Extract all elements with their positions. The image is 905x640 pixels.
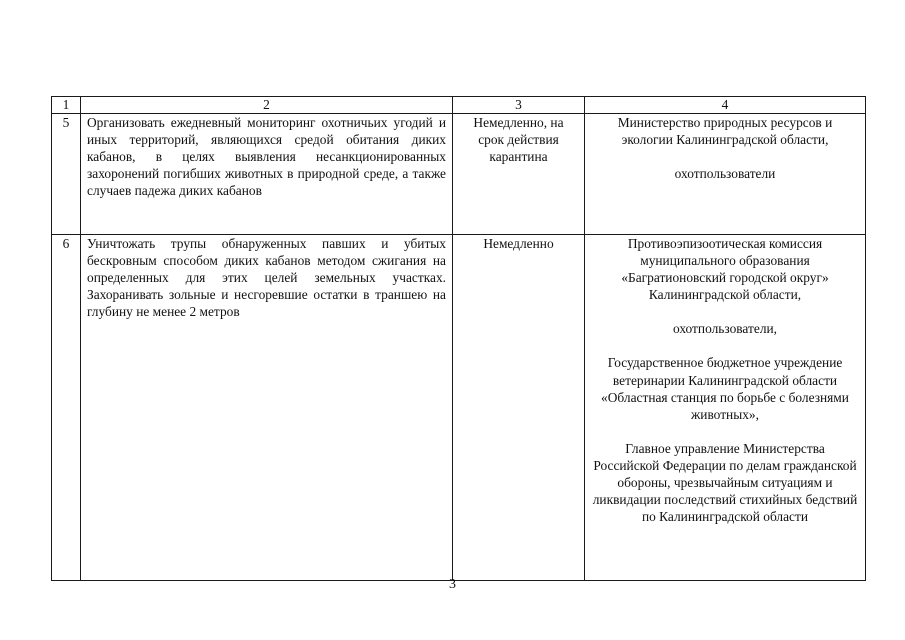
column-header-2: 2	[81, 97, 453, 114]
responsible-entry: Главное управление Министерства Российской Федерации по делам гражданской обороны, чрезвычайным ситуациям и ликвидации последствий стихийных бедствий по Калининградской области	[592, 440, 858, 525]
column-header-1: 1	[52, 97, 81, 114]
responsible-entry: Противоэпизоотическая комиссия муниципального образования «Багратионовский городской округ» Калининградской области,	[621, 236, 829, 303]
deadline: Немедленно	[453, 235, 585, 581]
responsible-entry: охотпользователи	[674, 166, 776, 182]
column-header-4: 4	[585, 97, 866, 114]
responsible-parties	[585, 235, 866, 581]
measures-table	[51, 96, 866, 581]
responsible-parties	[585, 114, 866, 235]
responsible-entry: Государственное бюджетное учреждение ветеринарии Калининградской области «Областная станция по борьбе с болезнями животных»,	[601, 355, 849, 422]
table-row	[52, 114, 866, 235]
column-header-3: 3	[453, 97, 585, 114]
table-row	[52, 235, 866, 581]
page-number: 3	[449, 577, 456, 592]
row-number: 5	[52, 114, 81, 235]
deadline: Немедленно, на срок действия карантина	[453, 114, 585, 235]
responsible-entry: охотпользователи,	[672, 321, 778, 337]
row-number: 6	[52, 235, 81, 581]
task-description: Организовать ежедневный мониторинг охотничьих угодий и иных территорий, являющихся средой обитания диких кабанов, в целях выявления несанкционированных захоронений погибших животных в природной среде, а также случаев падежа диких кабанов	[81, 114, 453, 235]
responsible-entry: Министерство природных ресурсов и экологии Калининградской области,	[617, 115, 833, 148]
task-description: Уничтожать трупы обнаруженных павших и убитых бескровным способом диких кабанов методом сжигания на определенных для этих целей земельных участках. Захоранивать зольные и несгоревшие остатки в траншею на глубину не менее 2 метров	[81, 235, 453, 581]
table-header-row	[52, 97, 866, 114]
